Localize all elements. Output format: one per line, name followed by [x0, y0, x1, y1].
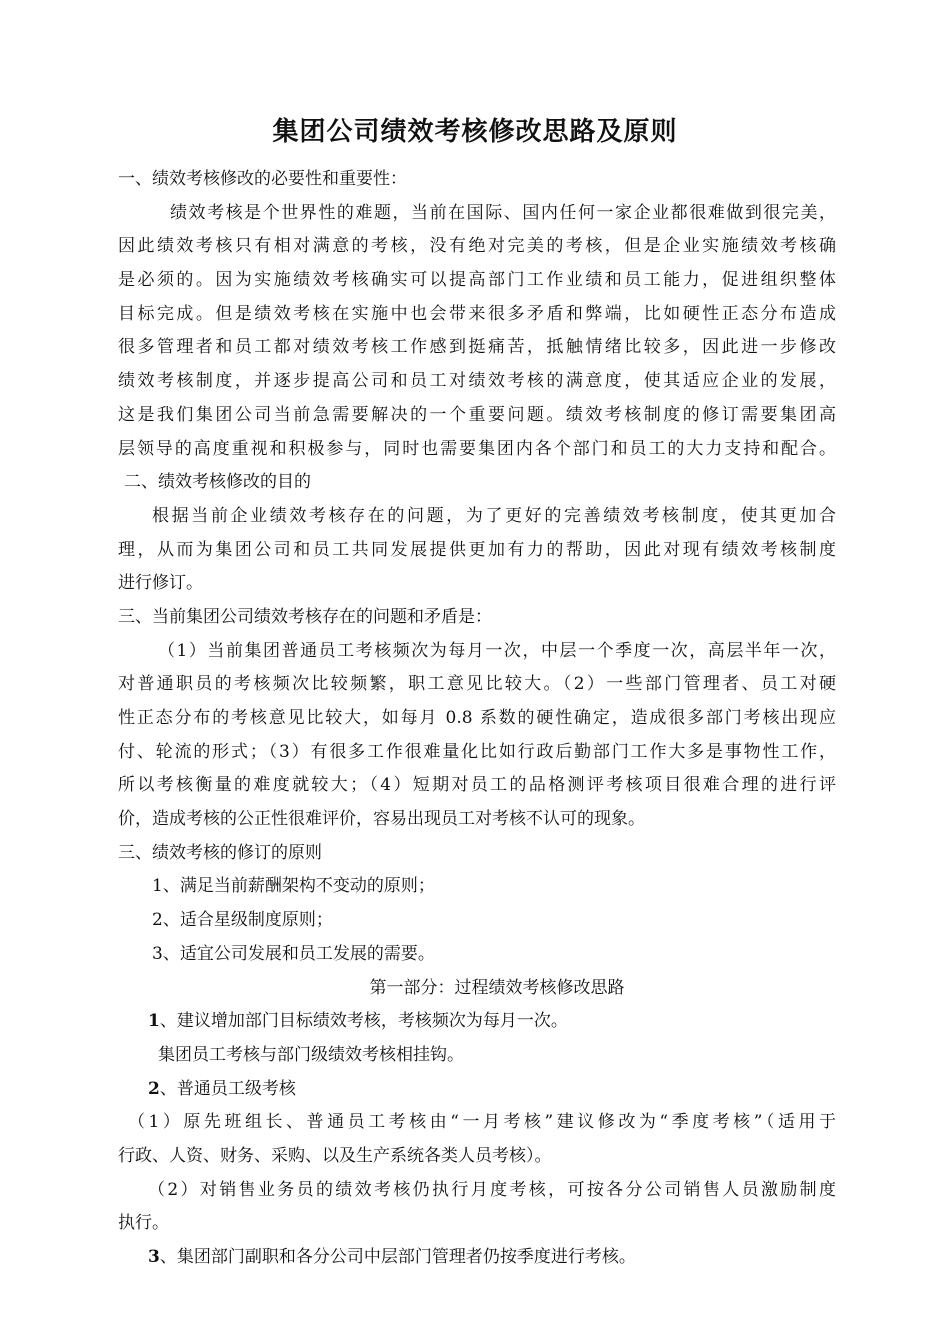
numbered-item [118, 1073, 836, 1107]
list-item: 3、适宜公司发展和员工发展的需要。 [152, 943, 435, 964]
paragraph-line: 行政、人资、财务、采购、以及生产系统各类人员考核）。 [118, 1145, 552, 1166]
paragraph-line: 进行修订。 [118, 573, 203, 594]
paragraph-line: 是必须的。因为实施绩效考核确实可以提高部门工作业绩和员工能力，促进组织整体 [118, 270, 836, 291]
list-item: 2、适合星级制度原则； [152, 910, 333, 931]
paragraph-line: 理，从而为集团公司和员工共同发展提供更加有力的帮助，因此对现有绩效考核制度 [118, 539, 836, 560]
part-heading: 第一部分：过程绩效考核修改思路 [369, 977, 625, 998]
paragraph-line: 目标完成。但是绩效考核在实施中也会带来很多矛盾和弊端，比如硬性正态分布造成 [118, 303, 836, 324]
paragraph-line: 因此绩效考核只有相对满意的考核，没有绝对完美的考核，但是企业实施绩效考核确 [118, 236, 836, 257]
item-text: 、建议增加部门目标绩效考核，考核频次为每月一次。 [159, 1011, 568, 1032]
paragraph-line: 价，造成考核的公正性很难评价，容易出现员工对考核不认可的现象。 [118, 809, 645, 830]
item-text: 、普通员工级考核 [159, 1078, 296, 1099]
paragraph-line: （1）原先班组长、普通员工考核由“一月考核”建议修改为“季度考核”（适用于 [128, 1112, 836, 1133]
paragraph-line: （2）对销售业务员的绩效考核仍执行月度考核，可按各分公司销售人员激励制度 [148, 1179, 836, 1200]
paragraph-line: 集团员工考核与部门级绩效考核相挂钩。 [158, 1044, 464, 1065]
list-item: 1、满足当前薪酬架构不变动的原则； [152, 876, 435, 897]
paragraph-line: 性正态分布的考核意见比较大，如每月 0.8 系数的硬性确定，造成很多部门考核出现应 [118, 708, 836, 728]
item-text: 、集团部门副职和各分公司中层部门管理者仍按季度进行考核。 [159, 1247, 636, 1267]
item-number: 3 [148, 1247, 160, 1267]
paragraph-line: 对普通职员的考核频次比较频繁，职工意见比较大。（2）一些部门管理者、员工对硬 [118, 674, 836, 695]
numbered-item [118, 1005, 836, 1039]
paragraph-line: 绩效考核制度，并逐步提高公司和员工对绩效考核的满意度，使其适应企业的发展， [118, 371, 836, 392]
paragraph-line: 执行。 [118, 1213, 169, 1234]
item-number: 2 [148, 1078, 160, 1099]
numbered-item [118, 1241, 836, 1275]
paragraph-line: 层领导的高度重视和积极参与，同时也需要集团内各个部门和员工的大力支持和配合。 [118, 438, 836, 459]
section-heading-4: 三、绩效考核的修订的原则 [118, 842, 322, 863]
section-heading-3: 三、当前集团公司绩效考核存在的问题和矛盾是： [118, 606, 492, 627]
paragraph-line: 根据当前企业绩效考核存在的问题，为了更好的完善绩效考核制度，使其更加合 [152, 505, 836, 526]
document-body [118, 163, 836, 1275]
paragraph-line: 很多管理者和员工都对绩效考核工作感到挺痛苦，抵触情绪比较多，因此进一步修改 [118, 337, 836, 358]
paragraph-line: （1）当前集团普通员工考核频次为每月一次，中层一个季度一次，高层半年一次， [158, 640, 836, 661]
section-heading-2: 二、绩效考核修改的目的 [124, 472, 311, 493]
paragraph-line: 所以考核衡量的难度就较大；（4）短期对员工的品格测评考核项目很难合理的进行评 [118, 775, 836, 796]
paragraph-line: 付、轮流的形式；（3）有很多工作很难量化比如行政后勤部门工作大多是事物性工作， [118, 741, 836, 762]
paragraph-line: 这是我们集团公司当前急需要解决的一个重要问题。绩效考核制度的修订需要集团高 [118, 404, 836, 425]
paragraph-line: 绩效考核是个世界性的难题，当前在国际、国内任何一家企业都很难做到很完美， [170, 202, 836, 223]
section-heading-1: 一、绩效考核修改的必要性和重要性： [118, 169, 407, 189]
document-title: 集团公司绩效考核修改思路及原则 [272, 117, 678, 147]
item-number: 1 [148, 1011, 160, 1032]
